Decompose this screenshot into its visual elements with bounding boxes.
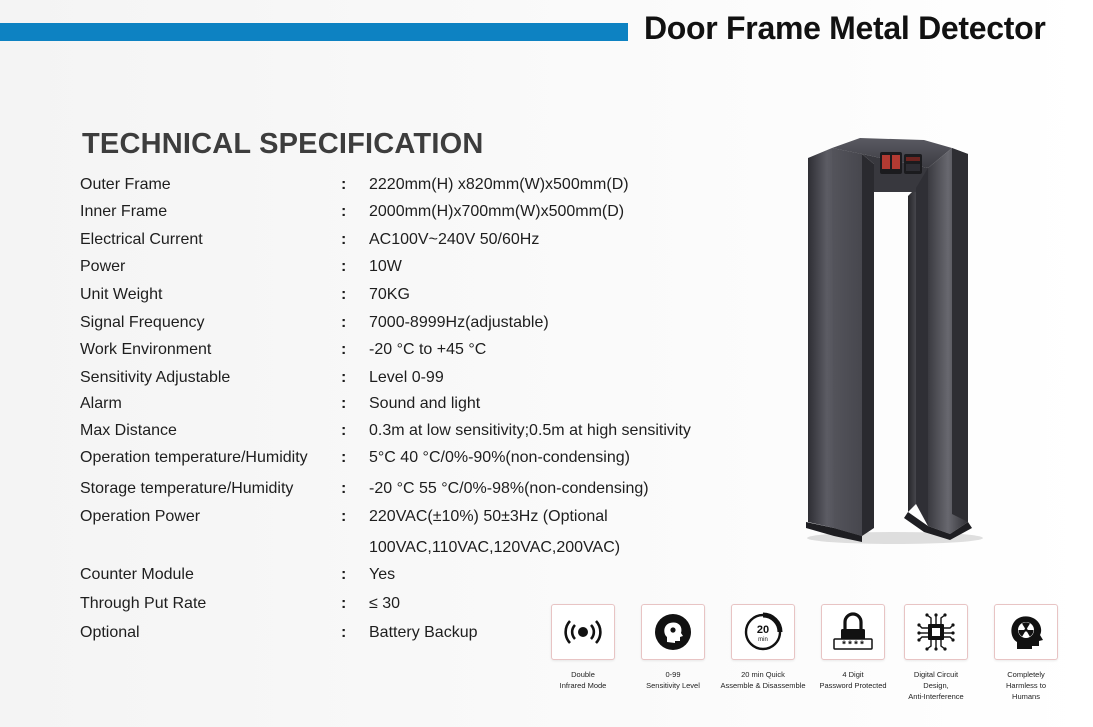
spec-colon: : xyxy=(341,449,347,466)
feature-icon-box xyxy=(641,604,705,660)
feature-label: 4 Digit Password Protected xyxy=(819,670,887,690)
spec-row-operation-power xyxy=(0,508,760,532)
feature-label: 20 min Quick Assemble & Disassemble xyxy=(720,670,806,690)
spec-value: Level 0-99 xyxy=(369,369,444,386)
spec-label: Storage temperature/Humidity xyxy=(80,480,294,497)
spec-label: Inner Frame xyxy=(80,203,168,220)
spec-value: Sound and light xyxy=(369,395,481,412)
circuit-chip-icon xyxy=(915,611,957,653)
page-title: Door Frame Metal Detector xyxy=(644,10,1046,46)
infrared-icon xyxy=(563,612,603,652)
spec-row-counter-module xyxy=(0,566,760,590)
feature-icon-box xyxy=(821,604,885,660)
sensitivity-head-icon xyxy=(652,611,694,653)
spec-label: Power xyxy=(80,258,126,275)
spec-row-power xyxy=(0,258,760,282)
spec-row-signal-frequency xyxy=(0,314,760,338)
spec-label: Electrical Current xyxy=(80,231,203,248)
spec-value: Battery Backup xyxy=(369,624,478,641)
spec-label: Outer Frame xyxy=(80,176,171,193)
spec-row-work-environment xyxy=(0,341,760,365)
spec-label: Operation Power xyxy=(80,508,201,525)
spec-colon: : xyxy=(341,369,347,386)
spec-row-inner-frame xyxy=(0,203,760,227)
spec-colon: : xyxy=(341,395,347,412)
spec-label: Counter Module xyxy=(80,566,194,583)
spec-label: Operation temperature/Humidity xyxy=(80,449,308,466)
feature-harmless xyxy=(971,604,1081,702)
spec-row-storage-temperature xyxy=(0,480,760,504)
spec-value: 5°C 40 °C/0%-90%(non-condensing) xyxy=(369,449,630,466)
header-accent-bar xyxy=(0,23,628,41)
spec-colon: : xyxy=(341,176,347,193)
spec-value: 0.3m at low sensitivity;0.5m at high sensitivity xyxy=(369,422,691,439)
spec-row-electrical-current xyxy=(0,231,760,255)
spec-colon: : xyxy=(341,566,347,583)
spec-label: Alarm xyxy=(80,395,122,412)
spec-label: Through Put Rate xyxy=(80,595,207,612)
spec-label: Optional xyxy=(80,624,140,641)
spec-value: 70KG xyxy=(369,286,410,303)
spec-row-max-distance xyxy=(0,422,760,446)
feature-label: 0-99 Sensitivity Level xyxy=(646,670,700,690)
spec-row-alarm xyxy=(0,395,760,419)
feature-label: Completely Harmless to Humans xyxy=(1005,670,1046,701)
spec-value: ≤ 30 xyxy=(369,595,401,612)
spec-colon: : xyxy=(341,422,347,439)
feature-label: Double Infrared Mode xyxy=(559,670,607,690)
timer-unit: min xyxy=(758,637,768,643)
spec-value: 2000mm(H)x700mm(W)x500mm(D) xyxy=(369,203,625,220)
spec-label: Work Environment xyxy=(80,341,212,358)
radiation-head-icon xyxy=(1006,611,1046,653)
spec-label: Unit Weight xyxy=(80,286,163,303)
spec-colon: : xyxy=(341,341,347,358)
spec-colon: : xyxy=(341,286,347,303)
spec-colon: : xyxy=(341,480,347,497)
spec-row-sensitivity xyxy=(0,369,760,393)
feature-icon-box xyxy=(904,604,968,660)
spec-colon: : xyxy=(341,231,347,248)
spec-row-operation-temperature xyxy=(0,449,760,473)
lock-keypad-icon xyxy=(831,611,875,653)
spec-colon: : xyxy=(341,314,347,331)
spec-colon: : xyxy=(341,258,347,275)
feature-icon-box xyxy=(731,604,795,660)
spec-value: 2220mm(H) x820mm(W)x500mm(D) xyxy=(369,176,629,193)
spec-row-unit-weight xyxy=(0,286,760,310)
spec-row-outer-frame xyxy=(0,176,760,200)
spec-label: Max Distance xyxy=(80,422,177,439)
spec-colon: : xyxy=(341,595,347,612)
spec-value: 10W xyxy=(369,258,402,275)
feature-label: Digital Circuit Design, Anti-Interference xyxy=(908,670,964,701)
spec-colon: : xyxy=(341,508,347,525)
spec-value: -20 °C to +45 °C xyxy=(369,341,487,358)
section-heading: TECHNICAL SPECIFICATION xyxy=(82,128,484,160)
spec-value: -20 °C 55 °C/0%-98%(non-condensing) xyxy=(369,480,649,497)
spec-colon: : xyxy=(341,624,347,641)
feature-icon-box xyxy=(994,604,1058,660)
timer-number: 20 xyxy=(756,624,770,636)
spec-value-continuation: 100VAC,110VAC,120VAC,200VAC) xyxy=(369,539,621,556)
metal-detector-image xyxy=(800,130,990,550)
spec-colon: : xyxy=(341,203,347,220)
feature-icon-box xyxy=(551,604,615,660)
password-stars: **** xyxy=(840,641,866,652)
spec-label: Sensitivity Adjustable xyxy=(80,369,231,386)
spec-label: Signal Frequency xyxy=(80,314,205,331)
spec-value: AC100V~240V 50/60Hz xyxy=(369,231,540,248)
spec-value: 7000-8999Hz(adjustable) xyxy=(369,314,549,331)
spec-value: Yes xyxy=(369,566,396,583)
timer-icon xyxy=(742,611,784,653)
spec-value: 220VAC(±10%) 50±3Hz (Optional xyxy=(369,508,608,525)
